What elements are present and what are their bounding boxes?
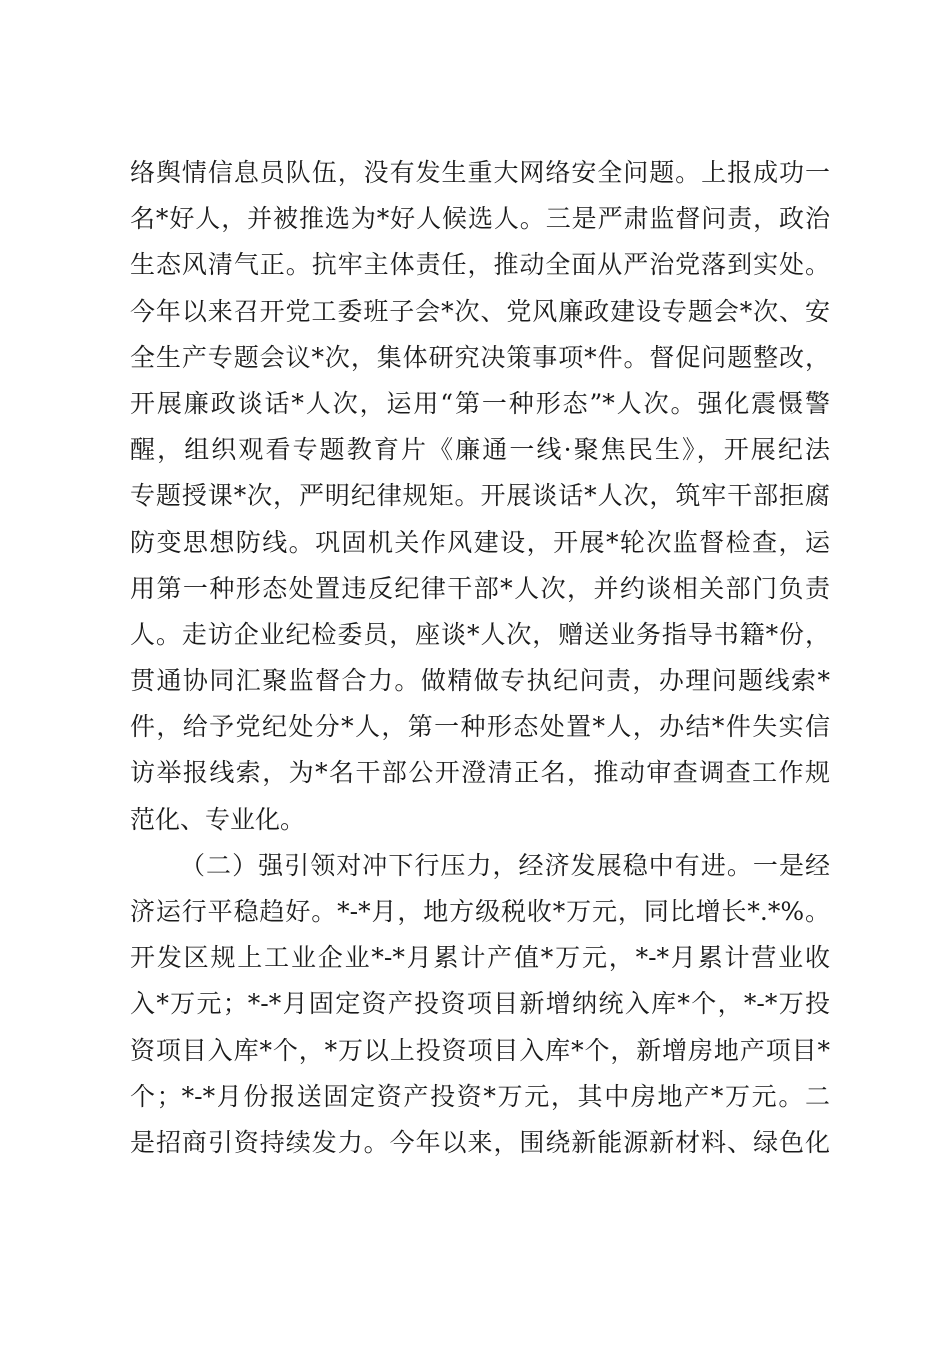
text-line-1: 络舆情信息员队伍，没有发生重大网络安全问题。上报成功一 (130, 158, 830, 187)
text-line-2: 名*好人，并被推选为*好人候选人。三是严肃监督问责，政治 (130, 204, 830, 234)
text-line-6: 开展廉政谈话*人次，运用“第一种形态”*人次。强化震慑警 (130, 388, 830, 418)
text-line-5: 全生产专题会议*次，集体研究决策事项*件。督促问题整改， (130, 342, 830, 372)
text-line-11: 人。走访企业纪检委员，座谈*人次，赠送业务指导书籍*份， (130, 619, 830, 649)
text-line-3: 生态风清气正。抗牢主体责任，推动全面从严治党落到实处。 (130, 250, 830, 280)
text-line-15: 范化、专业化。 (130, 804, 306, 834)
text-line-18: 开发区规上工业企业*-*月累计产值*万元，*-*月累计营业收 (130, 943, 830, 973)
text-line-12: 贯通协同汇聚监督合力。做精做专执纪问责，办理问题线索* (130, 666, 830, 696)
text-line-10: 用第一种形态处置违反纪律干部*人次，并约谈相关部门负责 (130, 573, 830, 603)
text-line-8: 专题授课*次，严明纪律规矩。开展谈话*人次，筑牢干部拒腐 (130, 481, 830, 511)
text-line-20: 资项目入库*个，*万以上投资项目入库*个，新增房地产项目* (130, 1035, 830, 1065)
text-line-19: 入*万元；*-*月固定资产投资项目新增纳统入库*个，*-*万投 (130, 989, 830, 1019)
text-line-22: 是招商引资持续发力。今年以来，围绕新能源新材料、绿色化 (130, 1127, 830, 1157)
text-line-4: 今年以来召开党工委班子会*次、党风廉政建设专题会*次、安 (130, 296, 830, 326)
text-line-9: 防变思想防线。巩固机关作风建设，开展*轮次监督检查，运 (130, 527, 830, 557)
text-line-14: 访举报线索，为*名干部公开澄清正名，推动审查调查工作规 (130, 758, 830, 788)
text-line-21: 个；*-*月份报送固定资产投资*万元，其中房地产*万元。二 (130, 1081, 830, 1111)
text-line-7: 醒，组织观看专题教育片《廉通一线·聚焦民生》，开展纪法 (130, 435, 830, 465)
section-heading-line: （二）强引领对冲下行压力，经济发展稳中有进。一是经 (180, 850, 830, 880)
body-text (130, 150, 830, 1166)
text-line-13: 件，给予党纪处分*人，第一种形态处置*人，办结*件失实信 (130, 712, 830, 742)
text-line-17: 济运行平稳趋好。*-*月，地方级税收*万元，同比增长*.*%。 (130, 897, 830, 926)
